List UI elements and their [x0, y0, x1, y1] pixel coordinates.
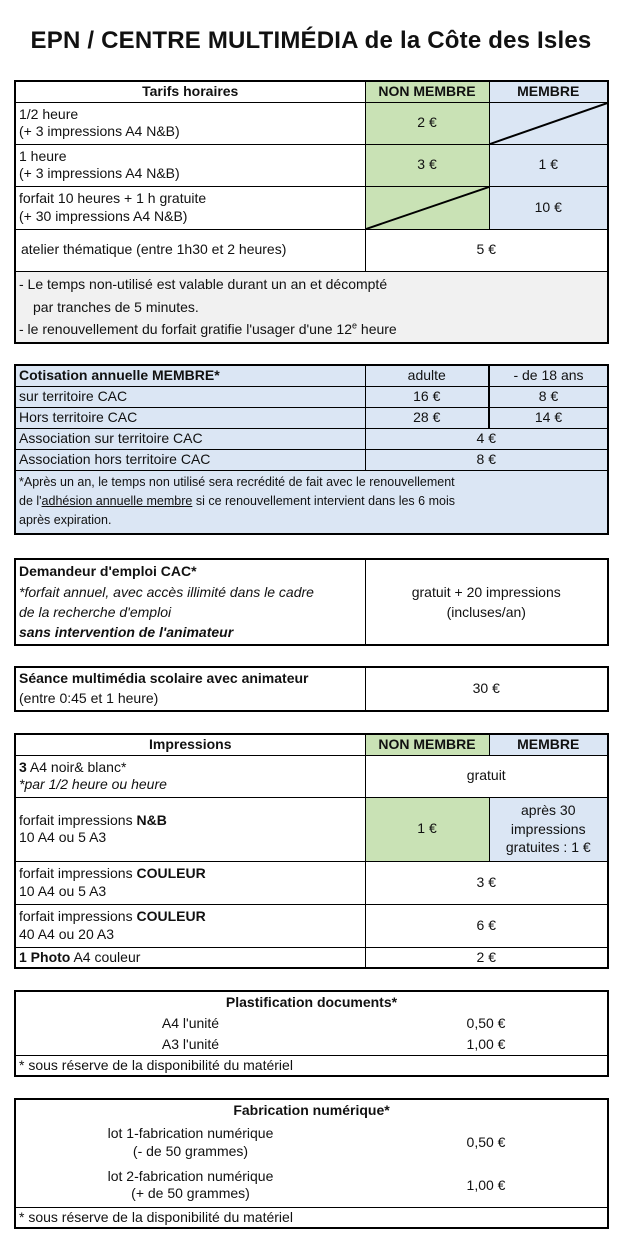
- tarifs-notes: - Le temps non-utilisé est valable durant un an et décompté par tranches de 5 minutes. - le renouvellement du forfait gratifie l'usager d'une 12e heure: [15, 271, 608, 343]
- impressions-row: [15, 797, 608, 861]
- tarifs-row: [15, 102, 608, 144]
- plastification-row-label: A3 l'unité: [161, 1035, 220, 1052]
- cotisation-table: [14, 364, 609, 535]
- diagonal-slash-icon: [490, 103, 608, 144]
- fabrication-row: [15, 1121, 608, 1164]
- cotisation-row-minus18: 8 €: [489, 386, 608, 407]
- plastification-row-label: A4 l'unité: [161, 1014, 220, 1031]
- fabrication-row-label: lot 2-fabrication numérique (+ de 50 grammes): [107, 1168, 274, 1202]
- impressions-row-price: 3 €: [365, 861, 608, 904]
- cotisation-row: [15, 407, 608, 428]
- emploi-price: gratuit + 20 impressions (incluses/an): [365, 559, 608, 645]
- impressions-row-membre-price: après 30 impressions gratuites : 1 €: [489, 797, 608, 861]
- fabrication-note: * sous réserve de la disponibilité du matériel: [15, 1207, 608, 1228]
- impressions-header-membre: MEMBRE: [489, 734, 608, 755]
- fabrication-row-price: 1,00 €: [466, 1176, 506, 1193]
- association-label: Association sur territoire CAC: [15, 428, 365, 449]
- atelier-row: [15, 229, 608, 271]
- impressions-row-price: 6 €: [365, 904, 608, 947]
- association-label: Association hors territoire CAC: [15, 449, 365, 470]
- tarifs-horaires-table: [14, 80, 609, 344]
- fabrication-row-label: lot 1-fabrication numérique (- de 50 grammes): [107, 1125, 274, 1159]
- cotisation-header-minus18: - de 18 ans: [489, 365, 608, 386]
- cotisation-row-label: Hors territoire CAC: [15, 407, 365, 428]
- seance-table: [14, 666, 609, 712]
- seance-price: 30 €: [365, 667, 608, 711]
- tarifs-row-membre-price: 10 €: [489, 186, 608, 229]
- diagonal-slash-icon: [366, 187, 489, 229]
- cotisation-row-minus18: 14 €: [489, 407, 608, 428]
- cotisation-note: *Après un an, le temps non utilisé sera recrédité de fait avec le renouvellement de l'adhésion annuelle membre si ce renouvellement intervient dans les 6 mois après expiration.: [15, 470, 608, 534]
- atelier-price: 5 €: [365, 229, 608, 271]
- emploi-description: Demandeur d'emploi CAC* *forfait annuel, avec accès illimité dans le cadre de la recherche d'emploi sans intervention de l'animateur: [15, 559, 365, 645]
- impressions-row-price: gratuit: [365, 755, 608, 797]
- tarifs-header-label: Tarifs horaires: [15, 81, 365, 102]
- plastification-row-price: 1,00 €: [466, 1035, 506, 1052]
- seance-description: Séance multimédia scolaire avec animateur (entre 0:45 et 1 heure): [15, 667, 365, 711]
- impressions-row-label: forfait impressions COULEUR 40 A4 ou 20 A3: [15, 904, 365, 947]
- association-row: [15, 428, 608, 449]
- plastification-row: [15, 1013, 608, 1034]
- tarifs-notes-row: [15, 271, 608, 343]
- fabrication-title: Fabrication numérique*: [233, 1101, 390, 1118]
- impressions-row-label: forfait impressions N&B 10 A4 ou 5 A3: [15, 797, 365, 861]
- impressions-row: [15, 947, 608, 968]
- impressions-row: [15, 755, 608, 797]
- impressions-row: [15, 904, 608, 947]
- tarifs-row-non-membre-price: 3 €: [365, 144, 489, 186]
- tarifs-header-membre: MEMBRE: [489, 81, 608, 102]
- tarifs-row-label: 1 heure (+ 3 impressions A4 N&B): [15, 144, 365, 186]
- emploi-table: [14, 558, 609, 646]
- cotisation-row: [15, 386, 608, 407]
- cotisation-row-adulte: 16 €: [365, 386, 489, 407]
- tarifs-row: [15, 186, 608, 229]
- tarifs-row-non-membre-unavailable: [365, 186, 489, 229]
- tarifs-row-non-membre-price: 2 €: [365, 102, 489, 144]
- impressions-header-label: Impressions: [15, 734, 365, 755]
- impressions-row-label: forfait impressions COULEUR 10 A4 ou 5 A3: [15, 861, 365, 904]
- cotisation-header-adulte: adulte: [365, 365, 489, 386]
- tarifs-row-membre-unavailable: [489, 102, 608, 144]
- association-price: 4 €: [365, 428, 608, 449]
- fabrication-row: [15, 1164, 608, 1207]
- impressions-row-label: 1 Photo A4 couleur: [15, 947, 365, 968]
- cotisation-row-adulte: 28 €: [365, 407, 489, 428]
- tarifs-row-label: forfait 10 heures + 1 h gratuite (+ 30 impressions A4 N&B): [15, 186, 365, 229]
- tarifs-header-non-membre: NON MEMBRE: [365, 81, 489, 102]
- page-title: EPN / CENTRE MULTIMÉDIA de la Côte des Isles: [30, 27, 592, 54]
- cotisation-row-label: sur territoire CAC: [15, 386, 365, 407]
- plastification-table: [14, 990, 609, 1077]
- impressions-row: [15, 861, 608, 904]
- plastification-title: Plastification documents*: [225, 993, 398, 1010]
- impressions-table: [14, 733, 609, 969]
- tarifs-row-membre-price: 1 €: [489, 144, 608, 186]
- plastification-row-price: 0,50 €: [466, 1014, 506, 1031]
- association-price: 8 €: [365, 449, 608, 470]
- cotisation-note-row: [15, 470, 608, 534]
- impressions-header-non-membre: NON MEMBRE: [365, 734, 489, 755]
- cotisation-header-label: Cotisation annuelle MEMBRE*: [15, 365, 365, 386]
- plastification-note: * sous réserve de la disponibilité du matériel: [15, 1055, 608, 1076]
- impressions-row-price: 2 €: [365, 947, 608, 968]
- fabrication-row-price: 0,50 €: [466, 1133, 506, 1150]
- association-row: [15, 449, 608, 470]
- impressions-row-non-membre-price: 1 €: [365, 797, 489, 861]
- impressions-row-label: 3 A4 noir& blanc* *par 1/2 heure ou heure: [15, 755, 365, 797]
- atelier-label: atelier thématique (entre 1h30 et 2 heures): [15, 229, 365, 271]
- tarifs-row-label: 1/2 heure (+ 3 impressions A4 N&B): [15, 102, 365, 144]
- fabrication-table: [14, 1098, 609, 1229]
- plastification-row: [15, 1034, 608, 1055]
- tarifs-row: [15, 144, 608, 186]
